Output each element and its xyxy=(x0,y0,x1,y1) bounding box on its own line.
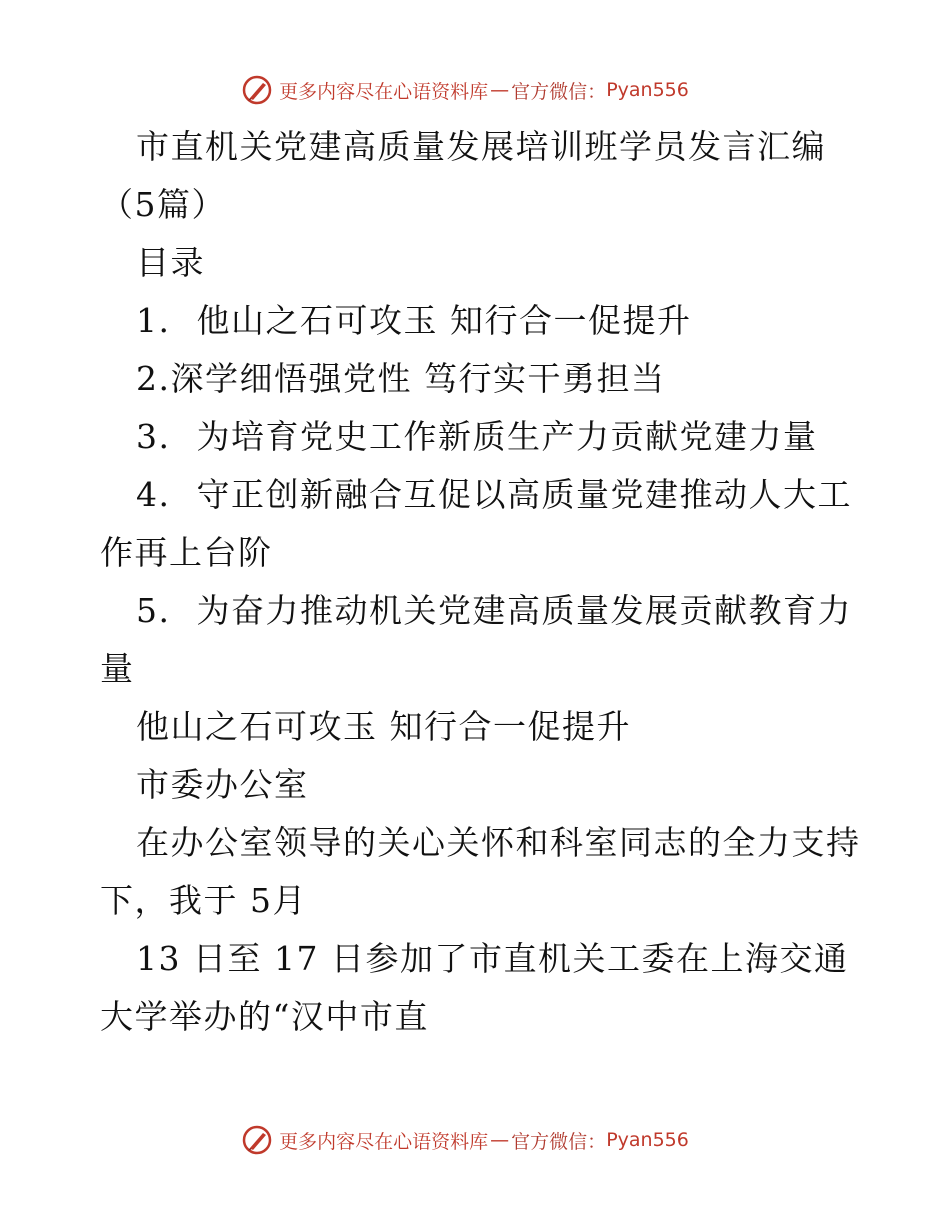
toc-item-number: 2. xyxy=(136,359,171,398)
toc-item-5-continuation: 量 xyxy=(100,649,135,688)
toc-item-text: 为奋力推动机关党建高质量发展贡献教育力 xyxy=(196,591,852,630)
toc-item-4 xyxy=(100,466,860,524)
header-watermark xyxy=(0,70,950,110)
toc-item-2 xyxy=(100,350,860,408)
article-author: 市委办公室 xyxy=(136,765,309,804)
toc-item-text: 守正创新融合互促以高质量党建推动人大工 xyxy=(196,475,852,514)
watermark-dash: — xyxy=(490,79,510,101)
watermark-wechat-label: 官方微信： xyxy=(511,80,607,103)
toc-item-5 xyxy=(100,582,860,640)
article-title: 他山之石可攻玉 知行合一促提升 xyxy=(136,707,631,746)
paragraph-2-line-2: 大学举办的“汉中市直 xyxy=(100,997,429,1036)
toc-item-text: 深学细悟强党性 笃行实干勇担当 xyxy=(170,359,666,398)
toc-item-4-continuation: 作再上台阶 xyxy=(100,533,273,572)
toc-item-3 xyxy=(100,408,860,466)
toc-item-number: 1. xyxy=(136,301,171,340)
quill-pen-icon xyxy=(241,1124,273,1156)
toc-item-number: 5. xyxy=(136,591,171,630)
footer-watermark xyxy=(0,1120,950,1160)
toc-item-text: 他山之石可攻玉 知行合一促提升 xyxy=(196,301,692,340)
toc-item-text: 为培育党史工作新质生产力贡献党建力量 xyxy=(196,417,818,456)
paragraph-1-line-2: 下，我于 5月 xyxy=(100,881,307,920)
watermark-site-text: 更多内容尽在心语资料库 xyxy=(279,80,489,103)
document-title-line-2: （5篇） xyxy=(100,185,226,224)
watermark-wechat-id: Pyan556 xyxy=(606,79,689,101)
watermark-site-text: 更多内容尽在心语资料库 xyxy=(279,1130,489,1153)
paragraph-1-line-1: 在办公室领导的关心关怀和科室同志的全力支持 xyxy=(136,823,861,862)
quill-pen-icon xyxy=(241,74,273,106)
document-title-line-1: 市直机关党建高质量发展培训班学员发言汇编 xyxy=(136,127,826,166)
watermark-wechat-label: 官方微信： xyxy=(511,1130,607,1153)
watermark-dash: — xyxy=(490,1129,510,1151)
watermark-wechat-id: Pyan556 xyxy=(606,1129,689,1151)
document-body xyxy=(100,118,860,1046)
toc-item-number: 3. xyxy=(136,417,171,456)
toc-item-number: 4. xyxy=(136,475,171,514)
toc-item-1 xyxy=(100,292,860,350)
toc-heading: 目录 xyxy=(136,243,205,282)
paragraph-2-line-1: 13 日至 17 日参加了市直机关工委在上海交通 xyxy=(136,939,849,978)
